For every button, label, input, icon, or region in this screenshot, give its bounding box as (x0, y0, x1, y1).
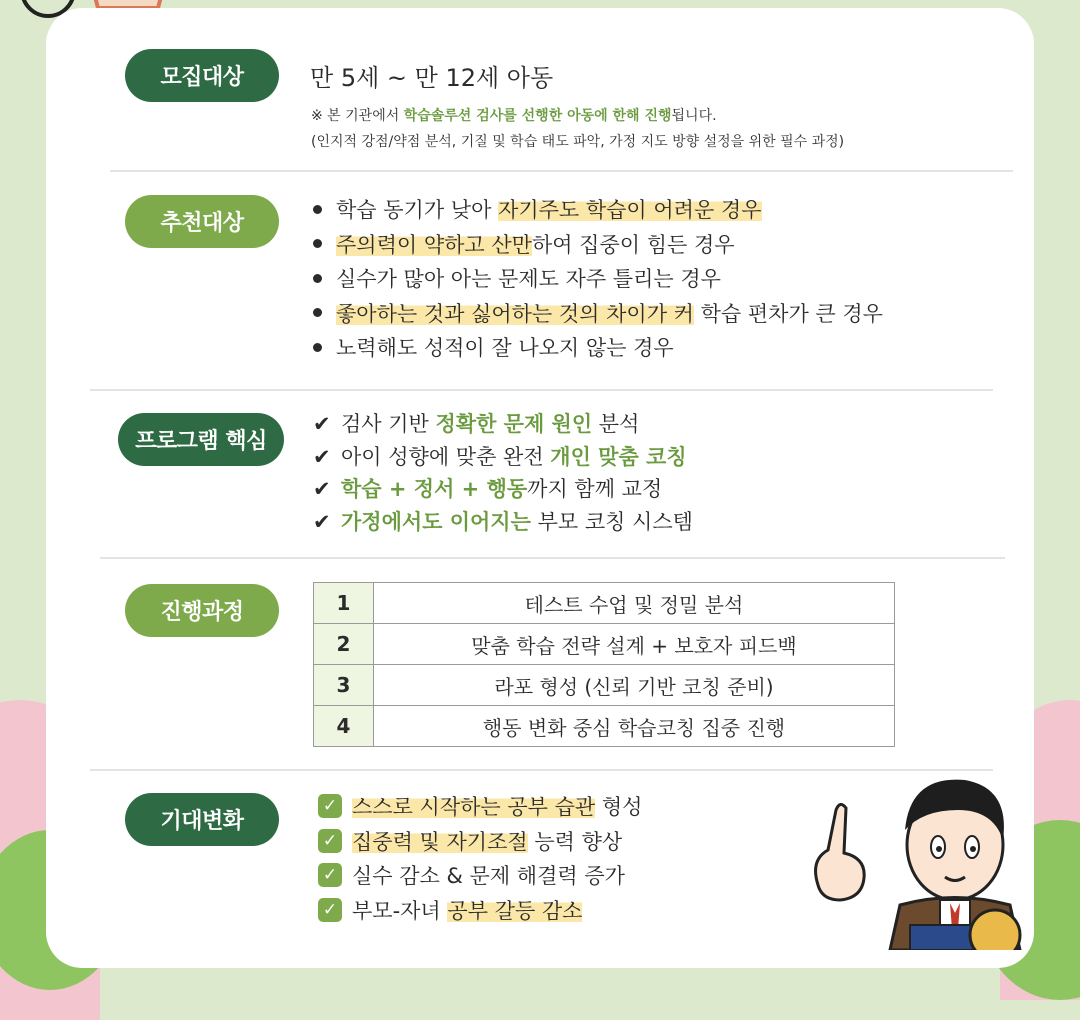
divider (110, 170, 1013, 172)
core-label: 프로그램 핵심 (118, 413, 284, 466)
step-number: 1 (314, 583, 374, 624)
bullet-icon (313, 308, 322, 317)
list-item: ✔ 가정에서도 이어지는 부모 코칭 시스템 (313, 506, 693, 539)
step-number: 2 (314, 624, 374, 665)
list-item: ✓ 부모-자녀 공부 갈등 감소 (318, 894, 642, 929)
recommend-list (313, 193, 883, 366)
checkmark-icon: ✔ (313, 509, 331, 534)
checkbox-icon: ✓ (318, 898, 342, 922)
table-row (314, 583, 895, 624)
checkmark-icon: ✔ (313, 477, 331, 501)
step-number: 4 (314, 706, 374, 747)
checkbox-icon: ✓ (318, 794, 342, 818)
table-row (314, 624, 895, 665)
table-row (314, 706, 895, 747)
list-item: ✔ 학습 + 정서 + 행동까지 함께 교정 (313, 473, 693, 506)
step-text: 테스트 수업 및 정밀 분석 (374, 583, 895, 624)
process-label: 진행과정 (125, 584, 279, 637)
list-item: 실수가 많아 아는 문제도 자주 틀리는 경우 (313, 262, 883, 297)
divider (90, 769, 993, 771)
bullet-icon (313, 343, 322, 352)
target-note-highlight: 학습솔루션 검사를 선행한 아동에 한해 진행 (403, 108, 672, 124)
step-number: 3 (314, 665, 374, 706)
list-item: ✔ 아이 성향에 맞춘 완전 개인 맞춤 코칭 (313, 441, 693, 474)
bullet-icon (313, 239, 322, 248)
recommend-label: 추천대상 (125, 195, 279, 248)
list-item: ✓ 스스로 시작하는 공부 습관 형성 (318, 790, 642, 825)
divider (100, 557, 1005, 559)
list-item: 좋아하는 것과 싫어하는 것의 차이가 커 학습 편차가 큰 경우 (313, 297, 883, 332)
bullet-icon (313, 274, 322, 283)
target-note-suffix: 됩니다. (671, 108, 717, 124)
target-label: 모집대상 (125, 49, 279, 102)
list-item: 학습 동기가 낮아 자기주도 학습이 어려운 경우 (313, 193, 883, 228)
target-note-prefix: ※ 본 기관에서 (311, 108, 404, 124)
checkmark-icon: ✔ (313, 444, 331, 469)
list-item: ✓ 집중력 및 자기조절 능력 향상 (318, 825, 642, 860)
teacher-illustration-icon (800, 775, 1060, 950)
target-note (311, 105, 717, 125)
list-item: ✓ 실수 감소 & 문제 해결력 증가 (318, 859, 642, 894)
core-list (313, 408, 693, 538)
list-item: ✔ 검사 기반 정확한 문제 원인 분석 (313, 408, 693, 441)
checkbox-icon: ✓ (318, 863, 342, 887)
list-item: 노력해도 성적이 잘 나오지 않는 경우 (313, 331, 883, 366)
checkbox-icon: ✓ (318, 829, 342, 853)
checkmark-icon: ✔ (313, 412, 331, 436)
step-text: 맞춤 학습 전략 설계 + 보호자 피드백 (374, 624, 895, 665)
table-row (314, 665, 895, 706)
bullet-icon (313, 205, 322, 214)
process-table (313, 582, 895, 747)
change-list (318, 790, 642, 928)
target-title: 만 5세 ~ 만 12세 아동 (310, 64, 554, 92)
target-note-line2: (인지적 강점/약점 분석, 기질 및 학습 태도 파악, 가정 지도 방향 설정을 위한 필수 과정) (311, 134, 845, 150)
change-label: 기대변화 (125, 793, 279, 846)
divider (90, 389, 993, 391)
step-text: 행동 변화 중심 학습코칭 집중 진행 (374, 706, 895, 747)
list-item: 주의력이 약하고 산만하여 집중이 힘든 경우 (313, 228, 883, 263)
step-text: 라포 형성 (신뢰 기반 코칭 준비) (374, 665, 895, 706)
